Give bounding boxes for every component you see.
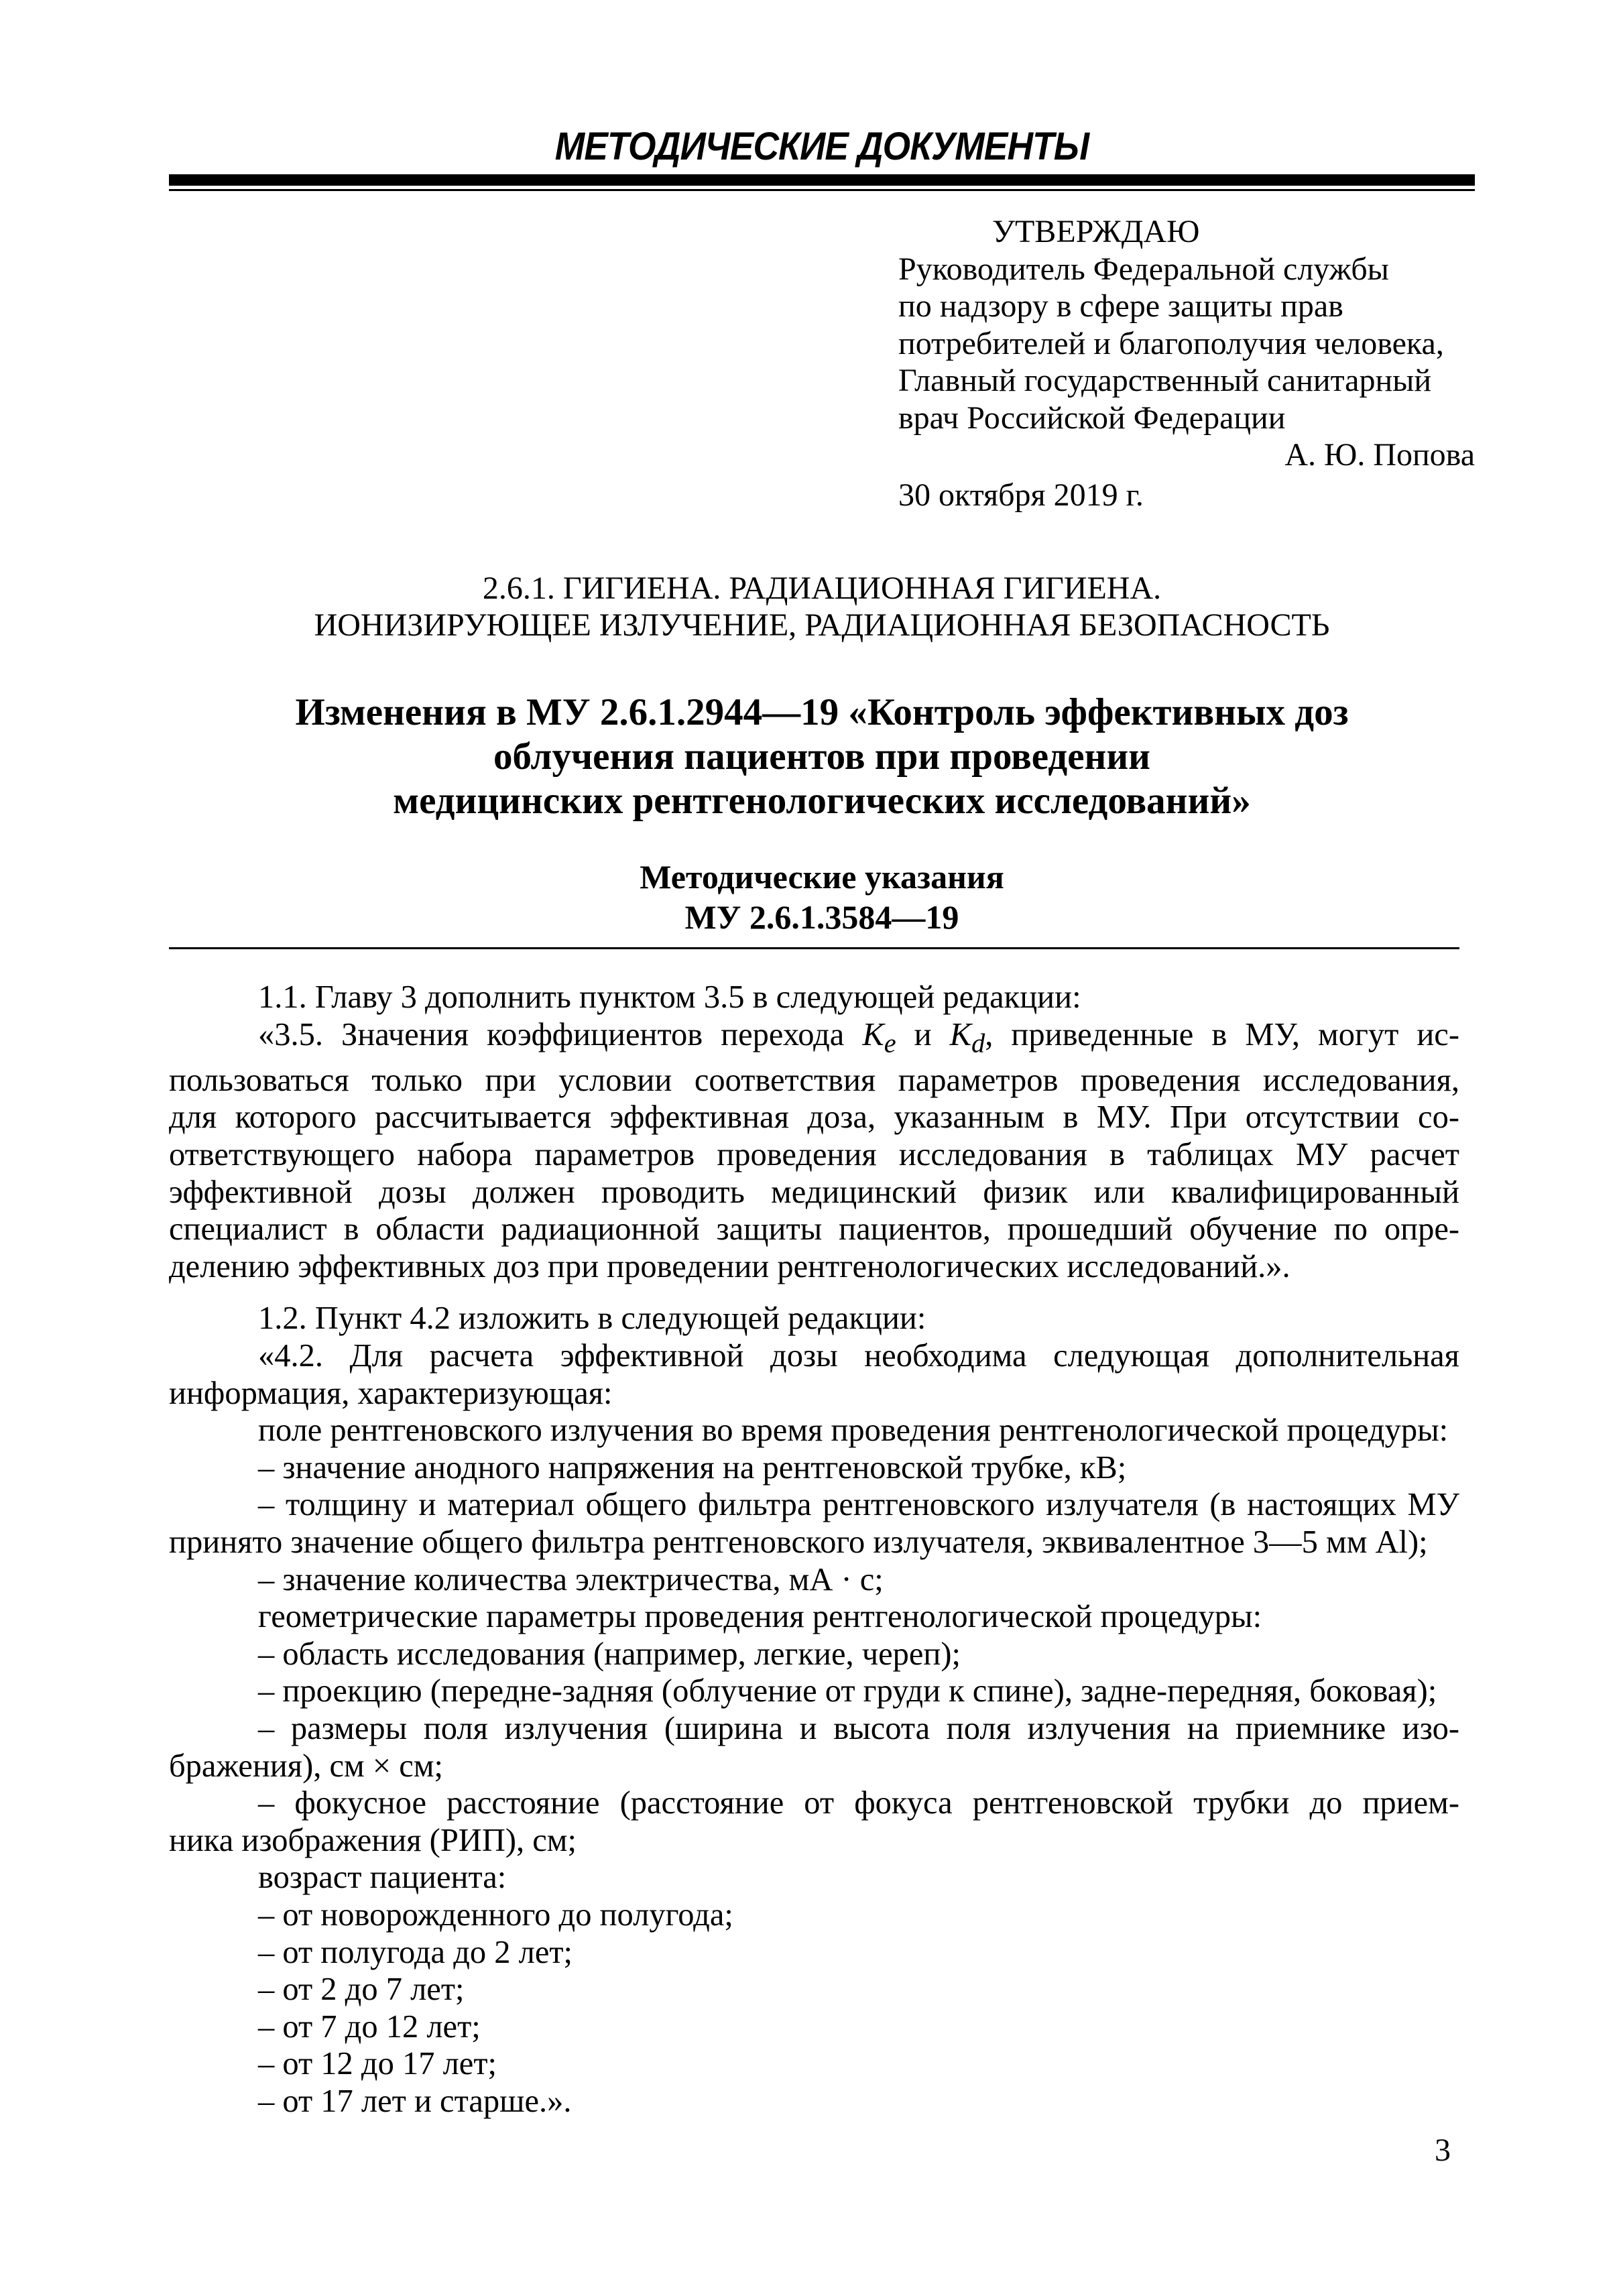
document-body bbox=[169, 979, 1459, 2120]
running-head: МЕТОДИЧЕСКИЕ ДОКУМЕНТЫ bbox=[554, 125, 1089, 168]
paragraph-3-5-line: специалист в области радиационной защиты пациентов, прошедший обучение по опре- bbox=[169, 1211, 1459, 1248]
title-line: облучения пациентов при проведении bbox=[493, 735, 1151, 778]
document-title bbox=[169, 690, 1475, 823]
title-line: Изменения в МУ 2.6.1.2944—19 «Контроль эффективных доз bbox=[295, 691, 1349, 733]
header-rule-thick bbox=[169, 174, 1475, 186]
list-item: ника изображения (РИП), см; bbox=[169, 1822, 577, 1858]
subtitle-line: МУ 2.6.1.3584—19 bbox=[684, 898, 959, 936]
list-item: – от 12 до 17 лет; bbox=[258, 2046, 497, 2082]
paragraph-1-1: 1.1. Главу 3 дополнить пунктом 3.5 в следующей редакции: bbox=[258, 979, 1081, 1015]
approval-date: 30 октября 2019 г. bbox=[898, 477, 1144, 513]
signatory-name: А. Ю. Попова bbox=[1284, 437, 1475, 473]
paragraph-3-5-line: пользоваться только при условии соответствия параметров проведения исследования, bbox=[169, 1062, 1459, 1098]
approval-line: Главный государственный санитарный bbox=[898, 363, 1432, 398]
header-rule-thin bbox=[169, 189, 1475, 191]
paragraph-3-5-line: ответствующего набора параметров проведения исследования в таблицах МУ расчет bbox=[169, 1137, 1459, 1173]
list-item: – от новорожденного до полугода; bbox=[258, 1896, 733, 1933]
paragraph-3-5-line: эффективной дозы должен проводить медицинский физик или квалифицированный bbox=[169, 1174, 1459, 1210]
geometry-heading: геометрические параметры проведения рентгенологической процедуры: bbox=[258, 1599, 1262, 1635]
paragraph-3-5-line bbox=[169, 1016, 1459, 1062]
section-line: ИОНИЗИРУЮЩЕЕ ИЗЛУЧЕНИЕ, РАДИАЦИОННАЯ БЕЗОПАСНОСТЬ bbox=[314, 607, 1330, 643]
list-item: – от полугода до 2 лет; bbox=[258, 1934, 573, 1970]
approval-line: врач Российской Федерации bbox=[898, 400, 1286, 436]
title-line: медицинских рентгенологических исследований» bbox=[393, 780, 1251, 822]
title-separator-rule bbox=[169, 947, 1459, 949]
list-item: бражения), см × см; bbox=[169, 1748, 443, 1784]
age-heading: возраст пациента: bbox=[258, 1860, 507, 1896]
coefficient-ke: $K_e$ bbox=[862, 1016, 896, 1059]
approval-heading: УТВЕРЖДАЮ bbox=[992, 214, 1200, 249]
list-item: – размеры поля излучения (ширина и высота поля излучения на приемнике изо- bbox=[258, 1710, 1459, 1746]
list-item: – значение анодного напряжения на рентгеновской трубке, кВ; bbox=[258, 1449, 1127, 1486]
subtitle-line: Методические указания bbox=[640, 858, 1004, 896]
paragraph-4-2-line: «4.2. Для расчета эффективной дозы необходима следующая дополнительная bbox=[258, 1338, 1459, 1374]
approval-line: потребителей и благополучия человека, bbox=[898, 325, 1444, 361]
list-item: – значение количества электричества, мА · с; bbox=[258, 1561, 884, 1597]
list-item: – фокусное расстояние (расстояние от фокуса рентгеновской трубки до прием- bbox=[258, 1785, 1459, 1821]
list-item: – толщину и материал общего фильтра рентгеновского излучателя (в настоящих МУ bbox=[258, 1487, 1459, 1523]
section-line: 2.6.1. ГИГИЕНА. РАДИАЦИОННАЯ ГИГИЕНА. bbox=[482, 570, 1162, 606]
field-heading: поле рентгеновского излучения во время проведения рентгенологической процедуры: bbox=[258, 1412, 1449, 1449]
section-heading bbox=[169, 570, 1475, 644]
list-item: – от 17 лет и старше.». bbox=[258, 2083, 572, 2119]
text-run: , приведенные в МУ, могут ис- bbox=[985, 1016, 1459, 1052]
text-run: «3.5. Значения коэффициентов перехода bbox=[258, 1016, 863, 1052]
approval-block bbox=[898, 213, 1475, 513]
paragraph-1-2: 1.2. Пункт 4.2 изложить в следующей редакции: bbox=[258, 1301, 926, 1337]
document-subtitle bbox=[169, 857, 1475, 937]
coefficient-kd: $K_d$ bbox=[949, 1016, 985, 1059]
approval-line: по надзору в сфере защиты прав bbox=[898, 288, 1343, 324]
list-item: – проекцию (передне-задняя (облучение от груди к спине), задне-передняя, боковая); bbox=[258, 1673, 1437, 1709]
list-item: принято значение общего фильтра рентгеновского излучателя, эквивалентное 3—5 мм Al); bbox=[169, 1524, 1428, 1560]
text-run: и bbox=[896, 1016, 950, 1052]
page-number: 3 bbox=[1435, 2132, 1451, 2168]
approval-line: Руководитель Федеральной службы bbox=[898, 251, 1389, 287]
list-item: – от 2 до 7 лет; bbox=[258, 1972, 465, 2008]
list-item: – от 7 до 12 лет; bbox=[258, 2008, 481, 2045]
paragraph-3-5-line: для которого рассчитывается эффективная доза, указанным в МУ. При отсутствии со- bbox=[169, 1099, 1459, 1136]
paragraph-4-2-line: информация, характеризующая: bbox=[169, 1375, 613, 1411]
list-item: – область исследования (например, легкие, череп); bbox=[258, 1636, 961, 1672]
paragraph-3-5-line: делению эффективных доз при проведении рентгенологических исследований.». bbox=[169, 1248, 1290, 1284]
